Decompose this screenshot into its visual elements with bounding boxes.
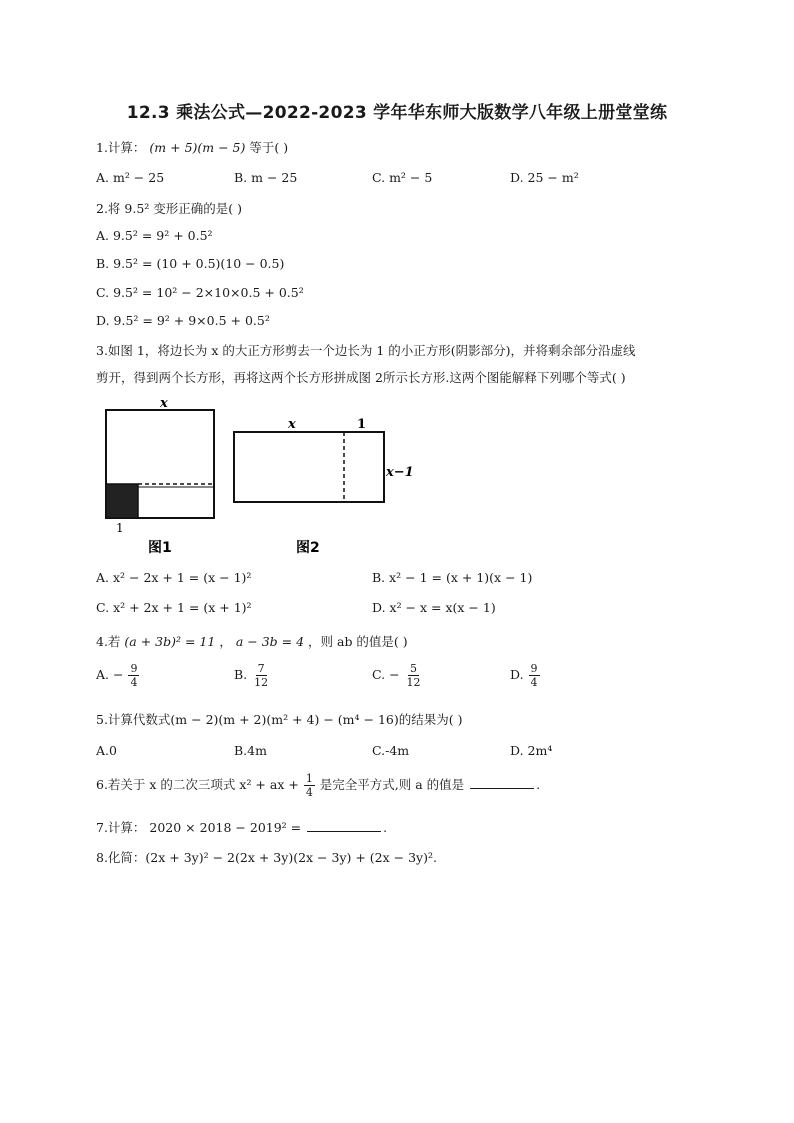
q4-option-b-label: B. [234, 667, 248, 682]
q1-option-a: A. m² − 25 [96, 170, 165, 185]
fig1-caption: 图1 [148, 540, 172, 556]
question-8-stem: 8.化简：(2x + 3y)² − 2(2x + 3y)(2x − 3y) + (2x − 3y)². [96, 850, 437, 865]
q3-option-a: A. x² − 2x + 1 = (x − 1)² [96, 570, 252, 585]
q4-separator: ， [219, 634, 232, 649]
q4-option-a-label: A. [96, 667, 110, 682]
q5-option-a: A.0 [96, 743, 117, 758]
question-1-stem [96, 138, 288, 156]
q4-option-b-numerator: 7 [257, 662, 265, 675]
question-3-stem-line1: 3.如图 1，将边长为 x 的大正方形剪去一个边长为 1 的小正方形(阴影部分)，并将剩余部分沿虚线 [96, 343, 636, 358]
q4-option-b [234, 662, 271, 689]
q4-option-a-denominator: 4 [130, 676, 138, 689]
page-title: 12.3 乘法公式—2022-2023 学年华东师大版数学八年级上册堂堂练 [126, 103, 668, 123]
q6-prefix: 6.若关于 x 的二次三项式 x² + ax + [96, 777, 299, 792]
q4-option-b-denominator: 12 [254, 676, 269, 689]
q7-answer-blank[interactable] [307, 820, 381, 832]
q5-option-b: B.4m [234, 743, 267, 758]
q4-option-a-sign: − [113, 667, 124, 682]
q4-option-d-numerator: 9 [530, 662, 538, 675]
fig2-label-x-minus-1: x−1 [386, 465, 414, 480]
q6-answer-blank[interactable] [470, 777, 534, 789]
q4-option-c-denominator: 12 [406, 676, 421, 689]
fig1-shaded-small-square [106, 484, 138, 518]
fig1-label-one: 1 [116, 521, 124, 535]
q4-option-c [372, 662, 424, 689]
q4-suffix: ，则 ab 的值是( ) [308, 634, 408, 649]
q4-option-c-label: C. [372, 667, 386, 682]
q3-option-c: C. x² + 2x + 1 = (x + 1)² [96, 600, 252, 615]
question-6-stem [96, 772, 540, 799]
q6-suffix: 是完全平方式,则 a 的值是 [319, 777, 465, 792]
q3-option-b: B. x² − 1 = (x + 1)(x − 1) [372, 570, 533, 585]
q7-text: 7.计算： 2020 × 2018 − 2019² = [96, 820, 302, 835]
question-5-stem: 5.计算代数式(m − 2)(m + 2)(m² + 4) − (m⁴ − 16)的结果为( ) [96, 712, 463, 727]
question-2-stem: 2.将 9.5² 变形正确的是( ) [96, 201, 242, 216]
q5-option-d: D. 2m⁴ [510, 743, 553, 758]
q3-figures [100, 400, 430, 560]
q4-prefix: 4.若 [96, 634, 121, 649]
q4-option-d-denominator: 4 [530, 676, 538, 689]
q1-option-b: B. m − 25 [234, 170, 298, 185]
q3-option-d: D. x² − x = x(x − 1) [372, 600, 496, 615]
q5-option-c: C.-4m [372, 743, 410, 758]
question-4-stem [96, 632, 408, 650]
q4-option-a-numerator: 9 [130, 662, 138, 675]
fig2-label-one: 1 [357, 417, 367, 432]
q2-option-c: C. 9.5² = 10² − 2×10×0.5 + 0.5² [96, 285, 304, 300]
q6-fraction [304, 772, 315, 799]
q4-option-a [96, 662, 140, 689]
q4-option-c-sign: − [389, 667, 400, 682]
q4-option-d [510, 662, 541, 689]
q2-option-b: B. 9.5² = (10 + 0.5)(10 − 0.5) [96, 256, 285, 271]
q4-option-d-fraction [529, 662, 540, 689]
q7-end: . [383, 820, 388, 835]
q4-condition-2: a − 3b = 4 [235, 634, 305, 649]
q1-suffix: 等于( ) [249, 140, 289, 155]
q6-numerator: 1 [305, 772, 313, 785]
fig2-label-x: x [288, 417, 296, 432]
q2-option-d: D. 9.5² = 9² + 9×0.5 + 0.5² [96, 313, 270, 328]
question-3-stem-line2: 剪开，得到两个长方形，再将这两个长方形拼成图 2所示长方形.这两个图能解释下列哪个等式( ) [96, 370, 626, 385]
q2-option-a: A. 9.5² = 9² + 0.5² [96, 228, 213, 243]
q4-option-c-numerator: 5 [410, 662, 418, 675]
q1-prefix: 1.计算： [96, 140, 146, 155]
fig1-label-x: x [160, 400, 168, 411]
q4-option-c-fraction [405, 662, 423, 689]
q4-option-b-fraction [252, 662, 270, 689]
q1-option-c: C. m² − 5 [372, 170, 433, 185]
q6-end: . [536, 777, 541, 792]
question-7-stem [96, 818, 387, 836]
q4-option-a-fraction [128, 662, 139, 689]
fig2-rectangle [234, 432, 384, 502]
q6-denominator: 4 [305, 786, 313, 799]
q1-option-d: D. 25 − m² [510, 170, 579, 185]
q4-option-d-label: D. [510, 667, 524, 682]
fig2-caption: 图2 [296, 540, 320, 556]
q1-expression: (m + 5)(m − 5) [149, 140, 246, 155]
q4-condition-1: (a + 3b)² = 11 [124, 634, 216, 649]
